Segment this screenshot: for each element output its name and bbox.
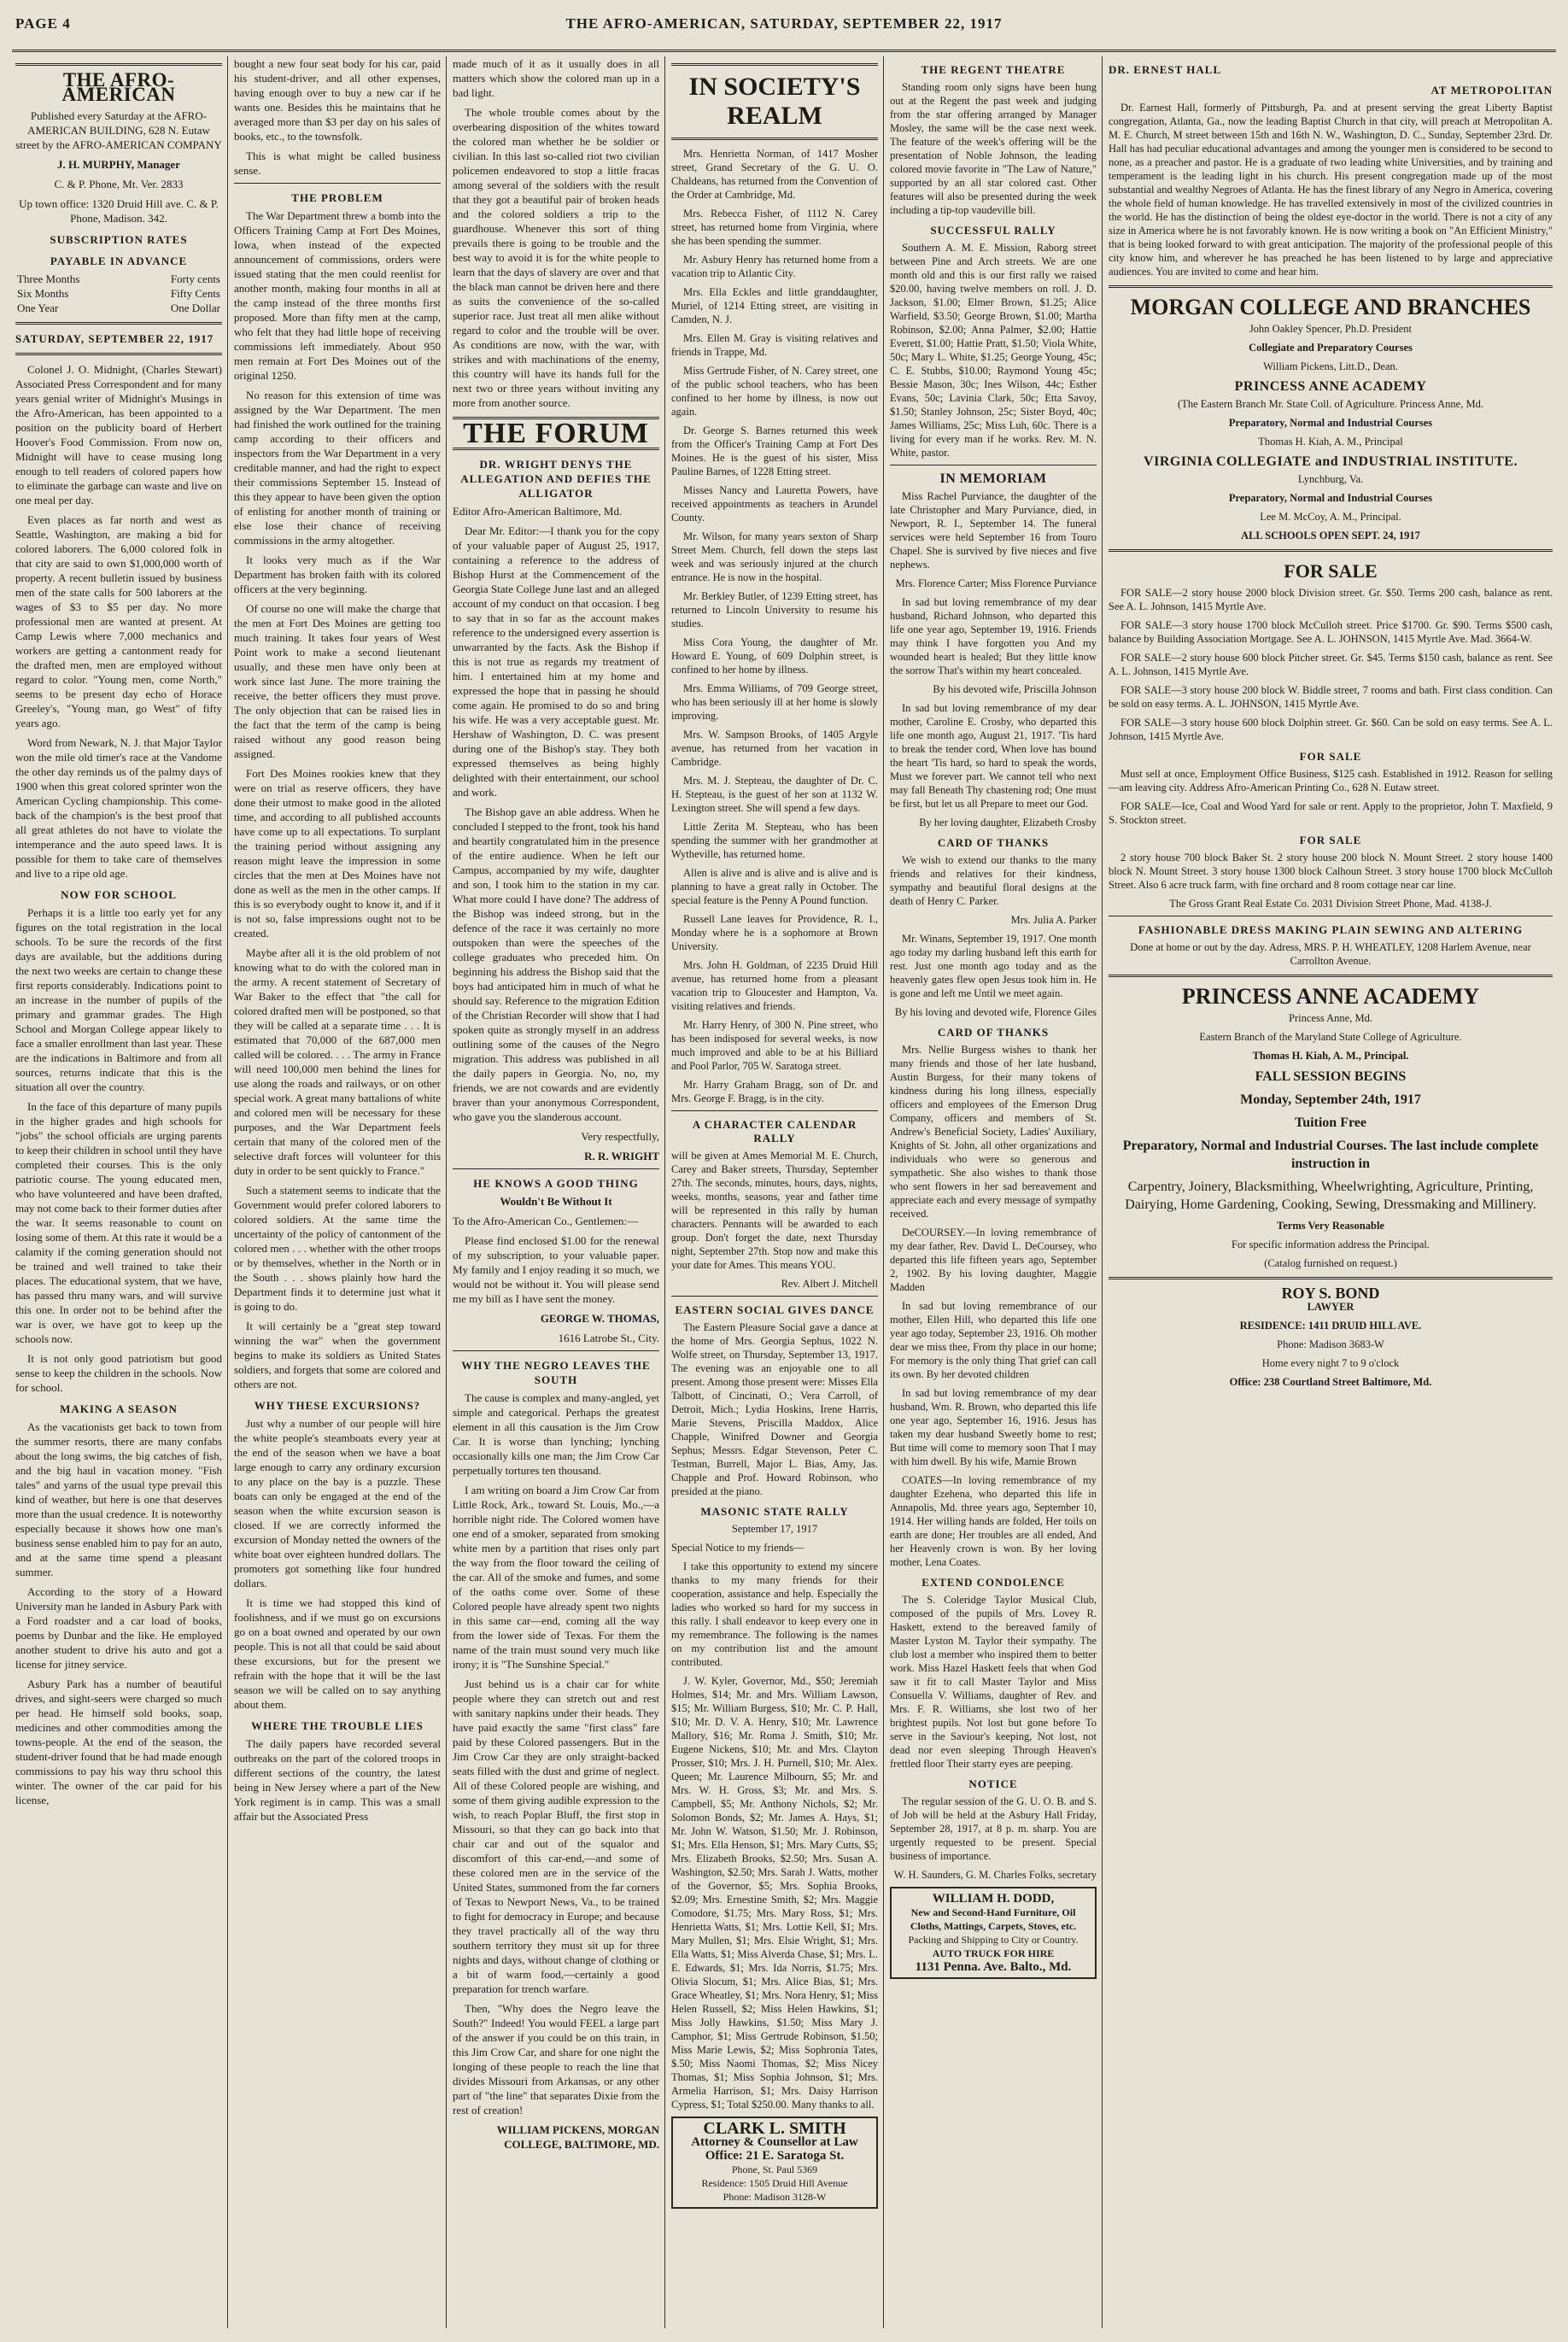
society-item: Mr. Wilson, for many years sexton of Sharp Street Mem. Church, fell down the steps last week and was seriously injured at the church entrance. He is now in the hospital.	[671, 530, 878, 583]
bond-office: Office: 238 Courtland Street Baltimore, Md.	[1229, 1376, 1432, 1388]
headline-dance: EASTERN SOCIAL GIVES DANCE	[675, 1303, 875, 1316]
article-paragraph: Southern A. M. E. Mission, Raborg street between Pine and Arch streets. We are one month old and this is our first rally we raised $20.00, having twelve members on roll. J. D. Jackson, $1.00; Elmer Brown, $1.25; Alice Warfield, $3.50; George Brown, $1.00; Martha Robinson, $2.00; Anna Palmer, $2.00; Hattie Everett, $1.00; Hattie Pratt, $1.50; Viola White, 50c; Mary L. White, $1.25; George Young, 45c; C. E. Stubbs, $10.00; Raymond Young 45c; Bessie Mason, 30c; Ines Wilson, 44c; Esther Evans, 50c; Lavinia Clark, 50c; Etta Savoy, $1.50; Stanley Johnson, 25c; Sister Boyd, 40c; James Williams, 25c; Miss Luh, 60c. There is a living for every man if he works. Rev. M. N. White, pastor.	[890, 242, 1097, 459]
article-paragraph: The cause is complex and many-angled, yet simple and categorical. Perhaps the greatest element in all this causation is the Jim Crow Car. It is worse than lynching; lynching occasionally kills one man; the Jim Crow Car perpetually tortures ten thousand.	[453, 1391, 659, 1477]
divider	[671, 1296, 878, 1297]
article-signature: WILLIAM PICKENS, MORGAN COLLEGE, BALTIMORE, MD.	[496, 2123, 659, 2151]
society-item: Mr. Harry Graham Bragg, son of Dr. and Mrs. George F. Bragg, is in the city.	[671, 1079, 878, 1104]
fall-session: FALL SESSION BEGINS	[1255, 1069, 1407, 1084]
forsale-item: FOR SALE—2 story house 600 block Pitcher street. Gr. $45. Terms $150 cash, balance as rent. See A. L. Johnson, 1415 Myrtle Ave.	[1109, 652, 1553, 677]
headline-season: MAKING A SEASON	[60, 1402, 178, 1415]
bond-name: ROY S. BOND	[1281, 1285, 1380, 1302]
headline-good-thing: HE KNOWS A GOOD THING	[473, 1177, 639, 1190]
rates-subtitle: PAYABLE IN ADVANCE	[50, 255, 188, 267]
notice-signature: W. H. Saunders, G. M. Charles Folks, secretary	[893, 1869, 1097, 1881]
forsale-item: FOR SALE—3 story house 600 block Dolphin street. Gr. $60. Can be sold on easy terms. See A. L. Johnson, 1415 Myrtle Ave.	[1109, 717, 1553, 742]
va-courses: Preparatory, Normal and Industrial Courses	[1228, 492, 1433, 504]
ad-line: AUTO TRUCK FOR HIRE	[932, 1947, 1055, 1959]
ad-phone: Phone, St. Paul 5369	[731, 2163, 818, 2175]
article-paragraph: As the vacationists get back to town from the summer resorts, there are many confabs about the long swims, the big catches of fish, and the big haul in vacation money. "Fish tales" and yarns of the usual type prevail this kind of weather, but here is one that deserves more than the usual credence. It is noteworthy especially because it shows how one man's business sense enabled him to pay for an auto, and at the same time spend a pleasant summer.	[15, 1420, 222, 1578]
article-paragraph: Perhaps it is a little too early yet for any figures on the total registration in the local schools. To be sure the records of the first days are available, but the additions during the next two weeks are certain to change these first reports considerably. Indications point to an increase in the number of pupils of the primary and grammar grades. The High School and Morgan College appear likely to face a smaller enrollment than last year. These are the indications in Baltimore and from all sources, returns indicate that this is the situation all over the country.	[15, 906, 222, 1093]
uptown-office: Up town office: 1320 Druid Hill ave. C. & P. Phone, Madison. 342.	[19, 197, 219, 225]
va-title: VIRGINIA COLLEGIATE and INDUSTRIAL INSTITUTE.	[1144, 454, 1518, 469]
classified: 2 story house 700 block Baker St. 2 story house 200 block N. Mount Street. 2 story house 1400 block N. Mount Street. 3 story house 1300 block Calhoun Street. 3 story house 1700 block McCulloh Street. Also 6 acre truck farm, with fine orchard and 8 room cottage near car line.	[1109, 852, 1553, 891]
divider	[453, 1350, 659, 1351]
va-location: Lynchburg, Va.	[1297, 473, 1364, 485]
society-item: Miss Cora Young, the daughter of Mr. Howard E. Young, of 609 Dolphin street, is confined to her home by illness.	[671, 636, 878, 676]
memoriam-signature: Mrs. Florence Carter; Miss Florence Purviance	[895, 577, 1097, 589]
society-item: Mrs. M. J. Stepteau, the daughter of Dr. C. H. Stepteau, is the guest of her son at 1132 W. Lexington street. She will spend a few days.	[671, 775, 878, 814]
headline-excursions: WHY THESE EXCURSIONS?	[254, 1399, 421, 1412]
rate-row	[15, 272, 222, 286]
headline-calendar-rally: A CHARACTER CALENDAR RALLY	[692, 1118, 857, 1145]
letter-salutation: Editor Afro-American Baltimore, Md.	[453, 505, 623, 518]
society-item: Little Zerita M. Stepteau, who has been spending the summer with her grandmother at Wytheville, has returned home.	[671, 821, 878, 860]
article-paragraph: will be given at Ames Memorial M. E. Church, Carey and Baker streets, Thursday, September 27th. The seconds, minutes, hours, days, nights, weeks, months, seasons, year and father time will be represented in this rally by human characters. Pennants will be awarded to each group. Don't forget the date, next Thursday night, September 27th. Stop now and make this your date for Ames. This means YOU.	[671, 1150, 878, 1271]
info: For specific information address the Principal.	[1232, 1238, 1430, 1250]
memoriam-paragraph: In sad but loving remembrance of my dear husband, Richard Johnson, who departed this life one year ago, September 19, 1916. Friends may think I have forgotten you And my wounded heart is healed; But they little know the sorrow That's within my heart concealed.	[890, 596, 1097, 676]
article-paragraph: In the face of this departure of many pupils in the higher grades and high schools for "jobs" the school officials are urging parents to keep their children in school until they have completed their courses. This is the only patriotic course. The young educated men, who have volunteered and have been drafted, may not come back to their former duties after the war. It seems reasonable to count on losing some of them. At this rate it would be a calamity if the coming generation should not be trained and well trained to take their places. The educational system, that we have, has passed thru many wars, and will survive this one. In order not to be behind after the war is over, we have got to keep up the schools now.	[15, 1100, 222, 1345]
morgan-courses: Collegiate and Preparatory Courses	[1249, 342, 1413, 354]
ad-name: WILLIAM H. DODD,	[932, 1892, 1055, 1906]
headline-regent-theatre: THE REGENT THEATRE	[921, 63, 1066, 76]
headline-hall: DR. ERNEST HALL	[1109, 63, 1222, 76]
pa2-subtitle: Eastern Branch of the Maryland State College of Agriculture.	[1199, 1031, 1462, 1043]
article-paragraph: Maybe after all it is the old problem of not knowing what to do with the colored man in the army. A recent statement of Secretary of War Baker to the effect that "the call for colored drafted men will be postponed, so that they will be called at a separate time . . . It is estimated that 70,000 of the 687,000 men called will be colored. . . . The army in France will need 100,000 men behind the lines for use along the roads and railways, or on other special work. A great many battalions of white and colored men will be necessary for these purposes, and the War Department feels certain that many of the colored men of the selective draft forces will volunteer for this duty in order to be sent quickly to France."	[234, 946, 441, 1177]
article-paragraph: Of course no one will make the charge that the men at Fort Des Moines are getting too much training. It takes four years of West Point work to make a second lieutenant usually, and these men have only been at work since last June. The more training the receive, the better officers they must prove. The only objection that can be raised lies in the fact that the term of the camp is being raised without any good reason being assigned.	[234, 602, 441, 760]
rate-term: Six Months	[17, 287, 69, 300]
article-paragraph: Standing room only signs have been hung out at the Regent the past week and judging from the star offering arranged by Manager Mosley, the same will be the case next week. The feature of the week's offering will be the presentation of Noble Johnson, the leading colored movie favorite in "The Law of Nature," supported by an all star colored cast. Other features will also be presented during the week including a tip-top vaudeville bill.	[890, 81, 1097, 216]
ad-line: New and Second-Hand Furniture, Oil Cloths, Mattings, Carpets, Stoves, etc.	[910, 1906, 1077, 1932]
bond-hours: Home every night 7 to 9 o'clock	[1261, 1357, 1400, 1369]
letter-closing: Very respectfully,	[581, 1130, 659, 1143]
pa-principal: Thomas H. Kiah, A. M., Principal	[1258, 436, 1403, 448]
rate-row	[15, 286, 222, 301]
headline-hall-2: AT METROPOLITAN	[1431, 84, 1553, 97]
letter-paragraph: Please find enclosed $1.00 for the renewal of my subscription, to your valuable paper. My family and I enjoy reading it so much, we would not be without it. You will please send me my bill as I have sent the money.	[453, 1234, 659, 1305]
society-item: Mr. Berkley Butler, of 1239 Etting street, has returned to Lincoln University to resume his studies.	[671, 590, 878, 629]
catalog: (Catalog furnished on request.)	[1264, 1257, 1397, 1269]
rate-price: One Dollar	[170, 302, 220, 314]
headline-card-of-thanks: CARD OF THANKS	[937, 836, 1050, 849]
dressmaking-ad: Done at home or out by the day. Adress, MRS. P. H. WHEATLEY, 1208 Harlem Avenue, near Carrollton Avenue.	[1130, 941, 1531, 967]
letter-paragraph: The Bishop gave an able address. When he concluded I stepped to the front, took his hand and heartily congratulated him in the presence of the entire audience. When he left our Campus, accompanied by my wife, daughter and son, I took him to the station in my car. What more could I have done? The address of the Bishop was indeed strong, but in the defence of the race it was certainly no more outspoken than were the speeches of the college graduates who preceded him. On beginning his address the Bishop said that the boys had anticipated him in much of what he should say. Reference to the migration Edition of the Christian Recorder will show that I had spoken quite as strongly myself in an address outlining some of the causes of the Negro migration. This address was published in all the daily papers in Georgia. No, no, my friends, we are not cowards and are evidently braver than your anonymous Correspondent, who gave you the slanderous account.	[453, 805, 659, 1123]
article-signature: Rev. Albert J. Mitchell	[781, 1278, 878, 1290]
morgan-title: MORGAN COLLEGE AND BRANCHES	[1130, 295, 1531, 319]
society-item: Dr. George S. Barnes returned this week from the Officer's Training Camp at Fort Des Moines. He is the guest of his sister, Miss Pauline Barnes, of 1228 Etting street.	[671, 424, 878, 477]
real-estate-company: The Gross Grant Real Estate Co. 2031 Division Street Phone, Mad. 4138-J.	[1169, 898, 1492, 910]
memoriam-paragraph: Miss Rachel Purviance, the daughter of the late Christopher and Mary Purviance, died, in Newport, R. I., September 14. The funeral services were held September 16 from Touro Chapel. She is survived by five nieces and five nephews.	[890, 490, 1097, 571]
article-paragraph: The S. Coleridge Taylor Musical Club, composed of the pupils of Mrs. Lovey R. Haskett, extend to the bereaved family of Master Lyston M. Taylor their sympathy. The club lost a member who inspired them to better work. Miss Hazel Haskett feels that when God saw it fit to call Master Taylor and Miss Consuella V. Williams, daughter of Rev. and Mrs. F. R. Williams, she lost two of her brightest pupils. Not lost but gone before To serve in the Saviour's keeping, Not lost, not dead nor even sleeping Through Heaven's frettled floor Their starry eyes are peeping.	[890, 1594, 1097, 1770]
morgan-dean: William Pickens, Litt.D., Dean.	[1263, 360, 1398, 372]
memoriam-signature: By his loving and devoted wife, Florence Giles	[894, 1006, 1097, 1018]
paper-title: THE AFRO-AMERICAN	[61, 69, 176, 105]
rate-term: One Year	[17, 302, 59, 314]
forsale-list	[1109, 586, 1553, 743]
letter-signature: R. R. WRIGHT	[584, 1150, 659, 1162]
letter-address: 1616 Latrobe St., City.	[558, 1332, 659, 1344]
column-4	[668, 56, 881, 2328]
editorial-paragraph: Even places as far north and west as Seattle, Washington, are making a bid for colored laborers. The 6,000 colored folk in that city are said to own $1,000,000 worth of property. A recent bulletin issued by business men of the state calls for 500 laborers at the wages of $3 to $5 per day. No more professional men are wanted at present. At Camp Lewis where 7,000 mechanics and workers are getting a cantonment ready for the drafted men, men are employed without regard to color. "Young men, come North," seems to be present day echo of Horace Greeley's, "Young man, go West" of fifty years ago.	[15, 513, 222, 729]
phone: C. & P. Phone, Mt. Ver. 2833	[54, 178, 184, 190]
publication-info: Published every Saturday at the AFRO-AMERICAN BUILDING, 628 N. Eutaw street by the AFRO-AMERICAN COMPANY	[15, 109, 222, 151]
ad-title: Attorney & Counsellor at Law	[691, 2135, 858, 2149]
headline-why-negro-leaves: WHY THE NEGRO LEAVES THE SOUTH	[461, 1359, 651, 1386]
divider	[671, 1110, 878, 1111]
article-signature: Mrs. Julia A. Parker	[1010, 914, 1097, 926]
forsale-title: FOR SALE	[1284, 560, 1378, 582]
headline-dressmaking: FASHIONABLE DRESS MAKING PLAIN SEWING AND ALTERING	[1138, 923, 1524, 936]
headline-memoriam: IN MEMORIAM	[939, 471, 1047, 486]
bond-title: LAWYER	[1307, 1301, 1354, 1313]
editorial-dateline: SATURDAY, SEPTEMBER 22, 1917	[15, 332, 214, 345]
tuition: Tuition Free	[1294, 1115, 1366, 1130]
society-item: Russell Lane leaves for Providence, R. I., Monday where he is a sophomore at Brown University.	[671, 913, 878, 952]
column-rule	[664, 56, 665, 2328]
ad-dodd	[890, 1887, 1097, 1979]
column-6	[1105, 56, 1556, 2328]
rate-price: Fifty Cents	[170, 287, 220, 300]
rates-title: SUBSCRIPTION RATES	[50, 233, 188, 246]
rates-table	[15, 272, 222, 315]
memoriam-paragraph: DeCOURSEY.—In loving remembrance of my dear father, Rev. David L. DeCoursey, who departed this life fifteen years ago, September 2, 1902. By his loving daughter, Maggie Madden	[890, 1227, 1097, 1293]
society-item: Mrs. W. Sampson Brooks, of 1405 Argyle avenue, has returned from her vacation in Cambridge.	[671, 729, 878, 768]
article-paragraph: Dr. Earnest Hall, formerly of Pittsburgh, Pa. and at present serving the great Liberty Baptist congregation, Atlanta, Ga., now the leading Baptist Church in that city, will preach at Metropolitan A. M. E. Church, M street between 15th and 16th N. W., Washington, D. C., Sunday, September 23rd. Dr. Hall has had peculiar educational advantages and among the younger men is considered to be second to none, as a preacher and pastor. He is a graduate of two leading white Universities, and by training and temperament is the leading light in his church. His present congregation made up of the most substantial and wealthy Negroes of Atlanta. He has the finest library of any Negro in America, covering the whole field of human knowledge. He has travelled extensively in most of the civilized countries in the world. He has the distinction of being the oldest eye-doctor in the world. There is not a city of any size in America where he is not favorably known. He is now writing a book on "An Efficient Ministry," that is being looked forward to with great anticipation. The majority of the professional people of this city know him, and wherever he has preached he has been listened to by large and appreciative audiences. You are invited to come and hear him.	[1109, 102, 1553, 278]
bond-residence: RESIDENCE: 1411 DRUID HILL AVE.	[1239, 1320, 1422, 1332]
forum-title: THE FORUM	[463, 418, 649, 449]
memoriam-paragraph: In sad but loving remembrance of our mother, Ellen Hill, who departed this life one year ago today, September 23, 1916. Oh mother dear we miss thee, From thy place in our home; For memory is the only thing That grief can call its own. By her devoted children	[890, 1300, 1097, 1380]
forsale-title-3: FOR SALE	[1299, 834, 1362, 846]
headline-card-of-thanks: CARD OF THANKS	[937, 1026, 1050, 1039]
article-paragraph: It looks very much as if the War Department has broken faith with its colored officers at the very beginning.	[234, 553, 441, 595]
columns	[12, 56, 1556, 2328]
ad-address: 1131 Penna. Ave. Balto., Md.	[915, 1960, 1072, 1974]
column-rule	[883, 56, 884, 2328]
letter-signature: GEORGE W. THOMAS,	[540, 1312, 659, 1325]
masonic-salutation: Special Notice to my friends—	[671, 1542, 804, 1554]
society-item: Misses Nancy and Lauretta Powers, have received appointments as teachers in Arundel County.	[671, 484, 878, 524]
headline-trouble: WHERE THE TROUBLE LIES	[251, 1719, 424, 1732]
article-paragraph: Asbury Park has a number of beautiful drives, and sight-seers were charged so much per head. He himself sold books, soap, medicines and other commodities among the towns-people. At the end of the season, the student-driver found that he had made enough commissions to pay his way thru school this winter. The owner of the car paid for his license,	[15, 1677, 222, 1806]
article-paragraph: The Eastern Pleasure Social gave a dance at the home of Mrs. Georgia Sephus, 1022 N. Wolfe street, on Thursday, September 13, 1917. The evening was an enjoyable one to all present. Among those present were: Misses Ella Talbott, of Cincinati, O.; Vera Carroll, of Detroit, Mich.; Lydia Hoskins, Irene Harris, Marie Stevens, Priscilla Maddox, Alice Chapple, Winifred Downer and Georgia Sephus; Messrs. Edgar Stevenson, Peter C. Testman, Burrell, Major L. Bias, Amy, Jas. Chapple and Prof. Howard Robinson, who presided at the piano.	[671, 1321, 878, 1497]
divider	[1109, 549, 1553, 552]
society-item: Mrs. Ellen M. Gray is visiting relatives and friends in Trappe, Md.	[671, 332, 878, 358]
schools-open: ALL SCHOOLS OPEN SEPT. 24, 1917	[1241, 530, 1420, 542]
memoriam-paragraph: COATES—In loving remembrance of my daughter Ezehena, who departed this life in Annapolis, Md. three years ago, September 10, 1914. Her willing hands are folded, Her toils on earth are done; Her troubles are all ended, And her Heavenly crown is won. By her loving mother, Lena Coates.	[890, 1474, 1097, 1568]
column-rule	[446, 56, 447, 2328]
page-header	[12, 7, 1556, 52]
divider	[15, 63, 222, 66]
society-item: Miss Gertrude Fisher, of N. Carey street, one of the public school teachers, who has been confined to her home by illness, is now out again.	[671, 365, 878, 418]
masonic-date: September 17, 1917	[731, 1523, 818, 1535]
forsale-title-2: FOR SALE	[1299, 750, 1362, 763]
headline-condolence: EXTEND CONDOLENCE	[921, 1576, 1065, 1589]
divider	[1109, 285, 1553, 288]
rate-price: Forty cents	[170, 272, 220, 285]
page-number: PAGE 4	[15, 15, 71, 32]
forsale-item: FOR SALE—3 story house 200 block W. Biddle street, 7 rooms and bath. First class condition. Can be sold on easy terms. A. L. JOHNSON, 1415 Myrtle Ave.	[1109, 684, 1553, 710]
article-paragraph: I take this opportunity to extend my sincere thanks to my many friends for their cooperation, assistance and help. Especially the ladies who worked so hard for my success in this rally. I shall endeavor to keep every one in my remembrance. The following is the names on my contribution list and the amount contributed.	[671, 1560, 878, 1668]
column-1	[12, 56, 225, 2328]
article-paragraph: made much of it as it usually does in all matters which show the colored man up in a bad light.	[453, 57, 659, 99]
letter-salutation: To the Afro-American Co., Gentlemen:—	[453, 1215, 639, 1227]
headline-wright: DR. WRIGHT DENYS THE ALLEGATION AND DEFIES THE ALLIGATOR	[460, 458, 652, 500]
ad-office: Office: 21 E. Saratoga St.	[705, 2149, 845, 2163]
society-item: Allen is alive and is alive and is alive and is planning to have a great rally in October. The special feature is the Penny A Pound function.	[671, 867, 878, 906]
divider	[671, 63, 878, 66]
headline-masonic: MASONIC STATE RALLY	[700, 1505, 849, 1518]
pa-courses: Preparatory, Normal and Industrial Courses	[1228, 417, 1433, 429]
divider	[1109, 1277, 1553, 1279]
rate-row	[15, 301, 222, 315]
column-rule	[1102, 56, 1103, 2328]
classified: FOR SALE—Ice, Coal and Wood Yard for sale or rent. Apply to the proprietor, John T. Maxfield, 9 S. Stockton street.	[1109, 800, 1553, 826]
editorial-paragraph: Colonel J. O. Midnight, (Charles Stewart) Associated Press Correspondent and for many years genial writer of Midnight's Musings in the Afro-American, has been appointed to a position on the publicity board of Herbert Hoover's Food Commission. From now on, Midnight will have to cease musing long enough to tell readers of colored papers how to eliminate the garbage can waste and live on one meal per day.	[15, 363, 222, 506]
divider	[453, 1168, 659, 1169]
article-paragraph: It is time we had stopped this kind of foolishness, and if we must go on excursions go on a boat owned and operated by our own people. This is not all that could be said about these excursions, but for the present we refrain with the hope that it will be the last season we will be called on to say anything about them.	[234, 1596, 441, 1711]
article-paragraph: This is what might be called business sense.	[234, 149, 441, 177]
memoriam-signature: By his devoted wife, Priscilla Johnson	[933, 683, 1097, 695]
society-item: Mrs. Emma Williams, of 709 George street, who has been seriously ill at her home is slowly improving.	[671, 682, 878, 722]
pa-title: PRINCESS ANNE ACADEMY	[1234, 379, 1427, 394]
society-title: IN SOCIETY'S REALM	[688, 73, 861, 130]
society-list	[671, 147, 878, 1105]
masthead-dateline: THE AFRO-AMERICAN, SATURDAY, SEPTEMBER 22, 1917	[565, 15, 1003, 32]
ad-name: CLARK L. SMITH	[703, 2119, 846, 2138]
article-paragraph: We wish to extend our thanks to the many friends and relatives for their kindness, sympathy and beautiful floral designs at the death of Henry C. Parker.	[890, 854, 1097, 907]
article-paragraph: bought a new four seat body for his car, paid his student-driver, and all other expenses, having enough over to buy a new car if he wants one. Besides this he maintains that he averaged more than $3 per day on his sales of books, etc., to the townsfolk.	[234, 57, 441, 143]
society-item: Mrs. Ella Eckles and little granddaughter, Muriel, of 1214 Etting street, are visiting in Camden, N. J.	[671, 286, 878, 325]
article-paragraph: Then, "Why does the Negro leave the South?" Indeed! You would FEEL a large part of the answer if you could be on this train, in this Jim Crow Car, and share for one night the longing of these people to reach the line that divides Missouri from Arkansas, or any other part of "the line" that separates Dixie from the rest of creation!	[453, 2002, 659, 2117]
article-paragraph: It is not only good patriotism but good sense to keep the children in the schools. Now for school.	[15, 1352, 222, 1394]
article-paragraph: Fort Des Moines rookies knew that they were on trial as reserve officers, they have done their utmost to make good in the alloted time, and according to all published accounts have come up to all expectations. To surplant the training period without assigning any reason might leave the impression in some circles that the men at Des Moines have not done as well as the men in the other camps. If this is so everybody ought to know it, and if it is not so, false impressions ought not to be created.	[234, 767, 441, 940]
fall-date: Monday, September 24th, 1917	[1240, 1092, 1421, 1107]
ad-residence-phone: Phone: Madison 3128-W	[723, 2191, 827, 2203]
article-paragraph: I am writing on board a Jim Crow Car from Little Rock, Ark., toward St. Louis, Mo.,—a horrible night ride. The Colored women have one end of a smoker, separated from smoking white men by a partition that rises only part the way from the floor toward the ceiling of the car. All of the smoke and fumes, and some of the oaths come over. Some of these Colored people have already spent two nights in this same car—end, coming all the way from the lower side of Texas. For them the name of the train must sound very much like irony; it is "The Sunshine Special."	[453, 1484, 659, 1671]
memoriam-paragraph: In sad but loving remembrance of my dear husband, Wm. R. Brown, who departed this life one year ago, September 16, 1916. Jesus has taken my dear husband Sweetly home to rest; But time will come to memory soon That I may with him dwell. By his wife, Mamie Brown	[890, 1387, 1097, 1467]
society-item: Mr. Asbury Henry has returned home from a vacation trip to Atlantic City.	[671, 254, 878, 279]
column-rule	[227, 56, 228, 2328]
memoriam-paragraph: Mr. Winans, September 19, 1917. One month ago today my darling husband left this earth for rest. Just one month ago today and as the heavenly gates flew open Jesus took him in. He is gone and left me Until we meet again.	[890, 933, 1097, 999]
rate-term: Three Months	[17, 272, 80, 285]
column-3	[449, 56, 663, 2328]
article-paragraph: No reason for this extension of time was assigned by the War Department. The men had finished the work outlined for the training camp according to their officers and inspectors from the War Department in a very creditable manner, and had the right to expect their commissions September 15. Instead of this they appear to have been given the option of enlisting for another month of training or else lose their chance of receiving commissions in the army altogether.	[234, 389, 441, 547]
manager: J. H. MURPHY, Manager	[57, 158, 180, 171]
article-paragraph: The whole trouble comes about by the overbearing disposition of the whites toward the colored man whether he be soldier or civilian. In this last so-called riot two civilian policemen endeavored to stop a little fracas among several of the soldiers with the result that they got a beautiful pair of broken heads and the colored soldiers a trip to the guardhouse. Whenever this sort of thing prevails there is going to be trouble and the best way to avoid it is for the white people to learn that the days of slavery are over and that the black man cannot be driven here and there as suits the convenience of the so-called superior race. Just treat all men alike without regard to color and the trouble will be over. As conditions are now, with the war, with strikes and with machinations of the enemy, this country will have its hands full for the next two or three years without inviting any more from another source.	[453, 106, 659, 409]
headline-notice: NOTICE	[968, 1777, 1018, 1790]
column-2	[231, 56, 444, 2328]
society-item: Mrs. Rebecca Fisher, of 1112 N. Carey street, has returned home from Virginia, where she has been spending the summer.	[671, 208, 878, 247]
headline-successful-rally: SUCCESSFUL RALLY	[930, 224, 1056, 237]
society-item: Mr. Harry Henry, of 300 N. Pine street, who has been indisposed for several weeks, is now much improved and able to be at his Billiard and Pool Parlor, 705 W. Saratoga street.	[671, 1019, 878, 1072]
column-5	[886, 56, 1100, 2328]
memoriam-signature: By her loving daughter, Elizabeth Crosby	[919, 817, 1097, 828]
article-paragraph: The daily papers have recorded several outbreaks on the part of the colored troops in different sections of the country, the latest being in New Jersey where a part of the New York regiment is in camp. This was a small affair but the Associated Press	[234, 1737, 441, 1823]
forsale-item: FOR SALE—2 story house 2000 block Division street. Gr. $50. Terms 200 cash, balance as rent. See A. L. Johnson, 1415 Myrtle Ave.	[1109, 587, 1553, 612]
divider	[234, 183, 441, 184]
headline-good-thing-sub: Wouldn't Be Without It	[500, 1195, 612, 1208]
pa-subtitle: (The Eastern Branch Mr. State Coll. of Agriculture. Princess Anne, Md.	[1178, 398, 1483, 410]
pa2-principal: Thomas H. Kiah, A. M., Principal.	[1252, 1050, 1409, 1062]
terms: Terms Very Reasonable	[1277, 1220, 1384, 1232]
ad-line: Packing and Shipping to City or Country.	[908, 1934, 1079, 1946]
divider	[1109, 975, 1553, 977]
letter-paragraph: Dear Mr. Editor:—I thank you for the copy of your valuable paper of August 25, 1917, containing a reference to the address of Bishop Hurst at the Commencement of the Georgia State College June last and an alleged account of my conduct on that occasion. I beg to say that in so far as the account makes reference to the undersigned every assertion is unwarranted by the facts. Ask the Bishop if this is not true as regards my treatment of him. I entertained him at my home and expressed the hope that in passing he should come again. He promised to do so and bring his wife. He was a very acceptable guest. Mr. Hershaw of Washington, D. C. was present during one of the Bishop's stay. They both expressed themselves as being highly delighted with their entertainment, our school and work.	[453, 524, 659, 799]
society-item: Mrs. Henrietta Norman, of 1417 Mosher street, Grand Secretary of the G. U. O. Chaldeans, has returned from the Convention of the Order at Cambridge, Md.	[671, 148, 878, 201]
editorial-paragraph: Word from Newark, N. J. that Major Taylor won the mile old timer's race at the Vandome the other day reminds us of the palmy days of 1900 when this great colored sprinter won the American Cycling championship. This come-back of the champion's is the best proof that all great athletes do not have to violate the intemperance and the auto speed laws. It is possible for them to take care of themselves and live to a ripe old age.	[15, 736, 222, 880]
article-paragraph: It will certainly be a "great step toward winning the war" when the government begins to make its soldiers as United States soldiers, and forgets that some are colored and others are not.	[234, 1320, 441, 1391]
society-item: Mrs. John H. Goldman, of 2235 Druid Hill avenue, has returned home from a pleasant vacation trip to Gloucester and Hampton, Va. visiting relatives and friends.	[671, 959, 878, 1012]
bond-phone: Phone: Madison 3683-W	[1277, 1338, 1384, 1350]
pa2-title: PRINCESS ANNE ACADEMY	[1181, 984, 1480, 1009]
morgan-president: John Oakley Spencer, Ph.D. President	[1249, 323, 1413, 335]
courses: Preparatory, Normal and Industrial Courses. The last include complete instruction in	[1122, 1139, 1539, 1171]
divider	[15, 353, 222, 355]
article-paragraph: According to the story of a Howard University man he landed in Asbury Park with a Ford roadster and a car load of books, poems by Dunbar and the like. He employed another student to drive his auto and got a license for jitney service.	[15, 1585, 222, 1671]
headline-problem: THE PROBLEM	[291, 191, 383, 204]
divider	[671, 138, 878, 140]
article-paragraph: The regular session of the G. U. O. B. and S. of Job will be held at the Asbury Hall Friday, September 28, 1917, at 8 p. m. sharp. You are urgently requested to be present. Special business of importance.	[890, 1795, 1097, 1862]
article-paragraph: Such a statement seems to indicate that the Government would prefer colored laborers to colored soldiers. At the same time the uncertainty of the policy of cantonment of the colored men . . . whether with the other troops or by themselves, whether in the North or in the South . . . shows plainly how hard the Department finds it to determine just what it is going to do.	[234, 1184, 441, 1313]
ad-clark-smith	[671, 2117, 878, 2209]
contribution-list: J. W. Kyler, Governor, Md., $50; Jeremiah Holmes, $14; Mr. and Mrs. William Lawson, $15; Mr. William Burgess, $10; Mr. C. P. Hall, $10; Mr. D. V. A. Henry, $10; Mr. Lawrence Mallory, $16; Mr. Roma J. Smith, $10; Mr. Eugene Nickens, $10; Mr. and Mrs. Clayton Prosser, $10; Mrs. J. H. Purnell, $10; Mr. Alex. Queen; Mr. Laurence Milbourn, $5; Mr. and Mrs. W. H. Gross, $3; Mr. and Mrs. S. Campbell, $5; Mr. Anthony Nichols, $2; Mr. Solomon Bonds, $2; Mr. James A. Hays, $1; Mr. John W. Watson, $1.50; Mr. J. Robinson, $1; Mrs. Ella Henson, $1; Mrs. Mary Cutts, $5; Mrs. Elizabeth Brooks, $2.50; Mrs. Susan A. Washington, $2.50; Mrs. Sarah J. Watts, mother of the Governor, $5; Mrs. Sophia Brooks, $2.09; Mrs. Ernestine Smith, $2; Mrs. Maggie Comodore, $1.75; Mrs. Mary Ross, $1; Mrs. Henrietta Watts, $1; Mrs. Lottie Kell, $1; Mrs. Mary Mullen, $1; Mrs. Elsie Wright, $1; Mrs. Ella Watts, $1; Miss Alverda Chase, $1; Mrs. L. E. Edwards, $1; Mrs. Ida Norris, $1.75; Mrs. Olivia Slocum, $1; Mrs. Alice Bias, $1; Mrs. Grace Wheatley, $1; Mrs. Nora Henry, $1; Miss Helen Russell, $2; Miss Helen Hawkins, $1; Miss Jolly Hawkins, $1.50; Miss Mary J. Camphor, $1; Miss Gertrude Robinson, $1.50; Miss Marie Lewis, $2; Miss Sophronia Tates, $.50; Miss Naomi Thomas, $2; Miss Nicey Thomas, $1; Miss Sophia Johnson, $1; Mrs. Armelia Harrison, $1; Mrs. Daisy Harrison Cypress, $1; Total $250.00. Many thanks to all.	[671, 1675, 878, 2111]
pa2-location: Princess Anne, Md.	[1289, 1012, 1372, 1024]
forsale-item: FOR SALE—3 story house 1700 block McCulloh street. Price $1700. Gr. $90. Terms $500 cash, balance by Building Association Mortgage. See A. L. JOHNSON, 1415 Myrtle Ave. Mad. 3664-W.	[1109, 619, 1553, 645]
va-principal: Lee M. McCoy, A. M., Principal.	[1260, 511, 1401, 523]
classified: Must sell at once, Employment Office Business, $125 cash. Established in 1912. Reason for selling—am leaving city. Address Afro-American Printing Co., 628 N. Eutaw street.	[1109, 768, 1553, 793]
article-paragraph: The War Department threw a bomb into the Officers Training Camp at Fort Des Moines, Iowa, when instead of the expected announcement of commissions, orders were issued stating that the men could reenlist for another month, making four months in all at the camp instead of the three months first proposed. More than fifty men at the camp, who felt that they had little hope of receiving commissions left immediately. About 950 men remain at Fort Des Moines out of the original 1250.	[234, 209, 441, 382]
article-paragraph: Mrs. Nellie Burgess wishes to thank her many friends and those of her late husband, Austin Burgess, for their many tokens of kindness during his long illness, especially officers and employees of the Emerson Drug Company, officers and members of St. Andrew's Beneficial Society, Ladies' Auxiliary, Knights of St. John, all other organizations and individuals who were so generous and sympathetic. She also wishes to thank those who sent flowers in her sad bereavement and appreciate each and every message of sympathy received.	[890, 1044, 1097, 1220]
headline-school: NOW FOR SCHOOL	[61, 888, 177, 901]
divider	[15, 322, 222, 325]
article-paragraph: Just behind us is a chair car for white people where they can stretch out and rest with sanitary napkins under their heads. They have paid exactly the same "first class" fare paid by these Colored passengers. But in the Jim Crow Car they are only straight-backed seats filled with the dust and grime of neglect. All of these Colored people are wishing, and some of them giving audible expression to the wish, to reach Poplar Bluff, the first stop in Missouri, so that they can go back into that chair car and out of the squalor and discomfort of this car-end,—and some of these colored men are in the service of the United States, summoned from the far corners of Texas to Newport News, Va., to be trained to fight for democracy in Europe; and because they travel practically all of the way thru southern territory they must sit up for three nights and days, without change of clothing or a bit of warm food,—certainly a good preparation for trench warfare.	[453, 1677, 659, 1995]
memoriam-paragraph: In sad but loving remembrance of my dear mother, Caroline E. Crosby, who departed this life one month ago, August 21, 1917. 'Tis hard to break the tender cord, When love has bound the heart 'Tis hard, so hard to speak the words, Must we forever part. We cannot tell who next may fall Beneath Thy chastening rod; One must be first, but let us all Prepare to meet our God.	[890, 702, 1097, 810]
ad-residence: Residence: 1505 Druid Hill Avenue	[701, 2177, 848, 2189]
course-list: Carpentry, Joinery, Blacksmithing, Wheelwrighting, Agriculture, Printing, Dairying, Home Gardening, Cooking, Sewing, Dressmaking and Millinery.	[1125, 1180, 1536, 1212]
article-paragraph: Just why a number of our people will hire the white people's steamboats every year at the end of the season when we have a boat large enough to carry any ordinary excursion to any place on the bay is a puzzle. These boats can only be engaged at the end of the season when the white excursion season is closed. If we are correctly informed the excursion of Monday netted the owners of the white boat over eighteen hundred dollars. The promoters got something like four hundred dollars.	[234, 1417, 441, 1590]
